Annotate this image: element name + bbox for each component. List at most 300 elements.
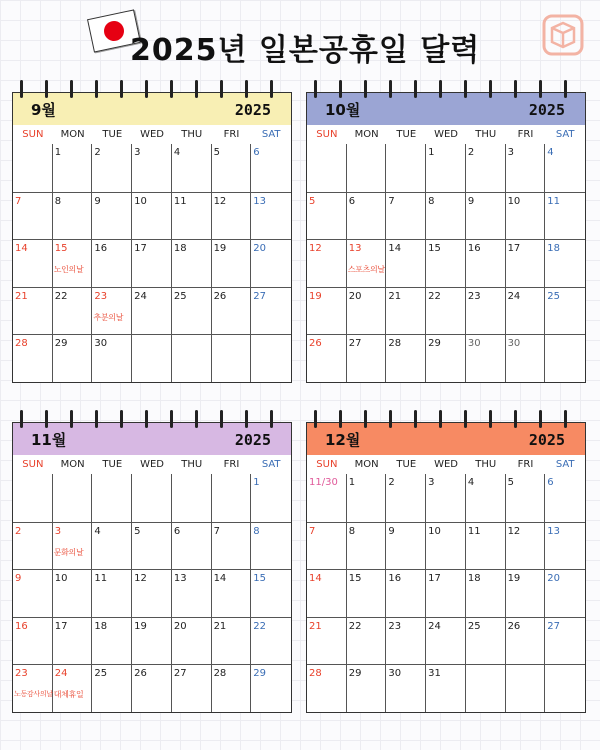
day-number: 30 [507, 338, 521, 350]
day-cell[interactable] [212, 334, 252, 382]
day-number: 7 [213, 525, 220, 537]
day-cell[interactable] [307, 144, 347, 192]
day-cell[interactable] [506, 569, 546, 617]
day-cell[interactable] [307, 239, 347, 287]
day-number: 10 [134, 195, 147, 207]
weekday-label: MON [354, 459, 379, 470]
day-number: 2 [94, 147, 101, 158]
day-cell[interactable] [53, 239, 93, 287]
calendar-grid [12, 144, 292, 383]
day-number: 10 [54, 573, 68, 585]
weekday-label: FRI [223, 129, 240, 140]
day-cell[interactable] [386, 617, 426, 665]
day-cell[interactable] [545, 192, 585, 240]
day-number: 16 [15, 620, 28, 632]
day-cell[interactable] [426, 522, 466, 570]
month-label: 12월 [325, 431, 361, 449]
day-cell[interactable] [386, 192, 426, 240]
weekday-label: WED [434, 129, 458, 140]
day-cell[interactable] [386, 569, 426, 617]
day-cell[interactable] [506, 334, 546, 382]
day-cell[interactable] [426, 287, 466, 335]
binder-ring [439, 410, 442, 428]
day-number: 27 [253, 290, 267, 302]
day-number: 19 [507, 573, 521, 585]
binder-ring [314, 80, 317, 98]
day-number: 2 [15, 525, 22, 537]
day-cell[interactable] [347, 522, 387, 570]
day-cell[interactable] [13, 664, 53, 712]
day-number: 12 [213, 195, 227, 207]
day-cell[interactable] [172, 522, 212, 570]
day-cell[interactable] [251, 474, 291, 522]
weekday-label: WED [140, 459, 164, 470]
day-cell[interactable] [13, 617, 53, 665]
binder-rings [12, 78, 292, 100]
day-number: 30 [94, 338, 108, 350]
day-number: 6 [547, 477, 554, 488]
weekday-label: SUN [22, 129, 44, 140]
day-cell[interactable] [426, 617, 466, 665]
day-number: 6 [348, 195, 356, 207]
weekday-label: SUN [316, 459, 338, 470]
day-cell[interactable] [347, 144, 387, 192]
weekday-label: TUE [396, 129, 417, 140]
day-number: 29 [348, 668, 362, 680]
day-cell[interactable] [132, 617, 172, 665]
binder-ring [95, 80, 98, 98]
day-cell[interactable] [172, 569, 212, 617]
day-cell[interactable] [212, 144, 252, 192]
day-cell[interactable] [307, 569, 347, 617]
day-cell[interactable] [251, 617, 291, 665]
calendar-october [306, 78, 586, 384]
day-number: 19 [134, 620, 147, 632]
day-cell[interactable] [53, 287, 93, 335]
day-number: 23 [467, 290, 481, 302]
day-number: 5 [134, 525, 141, 537]
day-number: 22 [54, 290, 68, 302]
day-cell[interactable] [53, 474, 93, 522]
day-cell[interactable] [426, 334, 466, 382]
day-cell[interactable] [92, 474, 132, 522]
day-cell[interactable] [172, 617, 212, 665]
day-cell[interactable] [386, 664, 426, 712]
day-number: 21 [309, 620, 322, 632]
day-cell[interactable] [172, 144, 212, 192]
weekday-label: MON [354, 129, 379, 140]
weekday-label: THU [475, 459, 497, 470]
binder-ring [270, 410, 273, 428]
binder-ring [464, 410, 467, 428]
binder-ring [70, 80, 73, 98]
month-label: 10월 [325, 101, 361, 119]
day-cell[interactable] [172, 287, 212, 335]
day-cell[interactable] [132, 287, 172, 335]
day-cell[interactable] [386, 334, 426, 382]
day-cell[interactable] [53, 617, 93, 665]
day-cell[interactable] [13, 239, 53, 287]
day-cell[interactable] [347, 664, 387, 712]
day-number: 28 [309, 668, 322, 680]
day-number: 27 [547, 620, 561, 632]
day-cell[interactable] [506, 287, 546, 335]
day-number: 18 [94, 620, 108, 632]
day-cell[interactable] [506, 192, 546, 240]
day-cell[interactable] [132, 664, 172, 712]
binder-ring [364, 80, 367, 98]
day-number: 29 [428, 338, 441, 350]
box-logo-icon [540, 12, 586, 58]
day-cell[interactable] [251, 334, 291, 382]
weekday-label: SAT [261, 129, 281, 140]
day-number: 10 [507, 195, 521, 207]
day-cell[interactable] [506, 239, 546, 287]
day-cell[interactable] [53, 144, 93, 192]
day-cell[interactable] [92, 144, 132, 192]
day-number: 13 [173, 573, 187, 585]
day-number: 20 [547, 573, 561, 585]
day-cell[interactable] [132, 569, 172, 617]
day-cell[interactable] [92, 569, 132, 617]
day-number: 8 [253, 525, 260, 537]
day-number: 22 [348, 620, 362, 632]
day-number: 29 [253, 668, 267, 680]
binder-ring [120, 80, 123, 98]
weekday-label: THU [181, 459, 203, 470]
weekday-header [306, 125, 586, 145]
day-cell[interactable] [466, 192, 506, 240]
day-cell[interactable] [307, 617, 347, 665]
day-cell[interactable] [92, 617, 132, 665]
day-cell[interactable] [426, 474, 466, 522]
day-cell[interactable] [92, 239, 132, 287]
day-number: 5 [507, 477, 514, 488]
day-number: 14 [15, 243, 28, 255]
day-cell[interactable] [466, 144, 506, 192]
day-number: 16 [94, 243, 108, 255]
day-number: 28 [15, 338, 28, 350]
day-cell[interactable] [347, 192, 387, 240]
day-cell[interactable] [545, 144, 585, 192]
weekday-label: TUE [102, 129, 123, 140]
day-cell[interactable] [466, 287, 506, 335]
day-number: 9 [15, 573, 22, 585]
day-cell[interactable] [307, 334, 347, 382]
day-cell[interactable] [92, 522, 132, 570]
day-number: 25 [467, 620, 481, 632]
binder-ring [45, 80, 48, 98]
day-cell[interactable] [92, 664, 132, 712]
day-cell[interactable] [307, 664, 347, 712]
day-cell[interactable] [307, 474, 347, 522]
day-number: 7 [15, 195, 22, 207]
day-cell[interactable] [212, 192, 252, 240]
day-cell[interactable] [212, 569, 252, 617]
day-number: 21 [213, 620, 227, 632]
binder-ring [339, 410, 342, 428]
calendar-november [12, 408, 292, 714]
day-number: 24 [134, 290, 147, 302]
day-cell[interactable] [545, 664, 585, 712]
day-cell[interactable] [132, 192, 172, 240]
day-cell[interactable] [386, 522, 426, 570]
day-cell[interactable] [132, 522, 172, 570]
day-cell[interactable] [347, 617, 387, 665]
day-number: 20 [348, 290, 362, 302]
weekday-header [12, 125, 292, 145]
day-cell[interactable] [386, 287, 426, 335]
binder-ring [270, 80, 273, 98]
binder-ring [95, 410, 98, 428]
binder-ring [220, 410, 223, 428]
day-cell[interactable] [172, 664, 212, 712]
day-number: 4 [467, 477, 475, 488]
day-number: 16 [388, 573, 402, 585]
day-number: 13 [253, 195, 267, 207]
month-label: 9월 [31, 101, 56, 119]
day-cell[interactable] [506, 664, 546, 712]
weekday-label: SAT [555, 459, 575, 470]
holiday-label: 노인의날 [53, 265, 84, 275]
day-cell[interactable] [132, 334, 172, 382]
day-cell[interactable] [466, 522, 506, 570]
day-cell[interactable] [212, 522, 252, 570]
day-number: 8 [348, 525, 356, 537]
day-number: 20 [253, 243, 267, 255]
day-cell[interactable] [347, 239, 387, 287]
day-cell[interactable] [307, 287, 347, 335]
day-cell[interactable] [251, 522, 291, 570]
day-number: 9 [467, 195, 475, 207]
day-cell[interactable] [307, 522, 347, 570]
day-cell[interactable] [13, 144, 53, 192]
binder-ring [389, 410, 392, 428]
weekday-label: THU [475, 129, 497, 140]
weekday-label: TUE [396, 459, 417, 470]
day-number: 28 [388, 338, 402, 350]
binder-ring [539, 410, 542, 428]
day-cell[interactable] [92, 287, 132, 335]
day-cell[interactable] [53, 569, 93, 617]
binder-ring [120, 410, 123, 428]
day-cell[interactable] [466, 334, 506, 382]
day-number: 29 [54, 338, 68, 350]
binder-ring [414, 80, 417, 98]
day-number: 13 [348, 243, 362, 255]
binder-ring [170, 80, 173, 98]
day-cell[interactable] [545, 617, 585, 665]
day-cell[interactable] [13, 522, 53, 570]
day-number: 14 [213, 573, 227, 585]
day-number: 30 [467, 338, 481, 350]
day-number: 15 [54, 243, 68, 255]
day-number: 17 [428, 573, 441, 585]
weekday-header [12, 455, 292, 475]
binder-ring [439, 80, 442, 98]
day-cell[interactable] [347, 334, 387, 382]
day-cell[interactable] [466, 664, 506, 712]
binder-ring [70, 410, 73, 428]
day-cell[interactable] [172, 239, 212, 287]
day-number: 5 [213, 147, 220, 158]
weekday-label: MON [60, 129, 85, 140]
binder-ring [20, 80, 23, 98]
year-label: 2025 [234, 431, 271, 449]
day-cell[interactable] [251, 287, 291, 335]
weekday-label: WED [434, 459, 458, 470]
holiday-label: 문화의날 [53, 547, 84, 557]
binder-ring [389, 80, 392, 98]
day-number: 25 [94, 668, 108, 680]
weekday-label: SAT [261, 459, 281, 470]
day-number: 6 [253, 147, 260, 158]
calendar-grid [12, 474, 292, 713]
day-number: 27 [173, 668, 187, 680]
day-cell[interactable] [545, 287, 585, 335]
day-cell[interactable] [347, 287, 387, 335]
day-cell[interactable] [53, 334, 93, 382]
day-cell[interactable] [386, 474, 426, 522]
day-number: 3 [54, 525, 62, 537]
day-cell[interactable] [53, 522, 93, 570]
day-cell[interactable] [545, 239, 585, 287]
day-cell[interactable] [466, 474, 506, 522]
day-cell[interactable] [426, 192, 466, 240]
binder-ring [564, 410, 567, 428]
day-number: 12 [134, 573, 147, 585]
day-number: 11/30 [309, 477, 338, 488]
day-cell[interactable] [132, 239, 172, 287]
day-cell[interactable] [545, 474, 585, 522]
day-number: 3 [134, 147, 141, 158]
day-number: 1 [54, 147, 62, 158]
day-cell[interactable] [172, 334, 212, 382]
day-number: 17 [507, 243, 521, 255]
day-cell[interactable] [251, 569, 291, 617]
day-number: 10 [428, 525, 441, 537]
day-cell[interactable] [426, 239, 466, 287]
binder-ring [514, 80, 517, 98]
day-cell[interactable] [545, 569, 585, 617]
binder-ring [220, 80, 223, 98]
day-cell[interactable] [212, 287, 252, 335]
day-cell[interactable] [53, 192, 93, 240]
day-number: 26 [213, 290, 227, 302]
day-cell[interactable] [212, 664, 252, 712]
day-number: 3 [428, 477, 435, 488]
day-cell[interactable] [53, 664, 93, 712]
binder-ring [489, 80, 492, 98]
year-label: 2025 [528, 431, 565, 449]
binder-ring [170, 410, 173, 428]
day-cell[interactable] [426, 144, 466, 192]
day-cell[interactable] [251, 664, 291, 712]
day-cell[interactable] [506, 474, 546, 522]
day-cell[interactable] [92, 192, 132, 240]
day-cell[interactable] [347, 569, 387, 617]
holiday-label: 대체휴일 [53, 690, 84, 700]
weekday-label: FRI [517, 129, 534, 140]
day-cell[interactable] [13, 192, 53, 240]
weekday-label: MON [60, 459, 85, 470]
day-cell[interactable] [386, 239, 426, 287]
day-number: 23 [94, 290, 108, 302]
day-number: 15 [428, 243, 441, 255]
day-number: 26 [309, 338, 322, 350]
day-number: 27 [348, 338, 362, 350]
day-cell[interactable] [251, 239, 291, 287]
day-cell[interactable] [92, 334, 132, 382]
day-number: 31 [428, 668, 441, 680]
calendar-september [12, 78, 292, 384]
day-number: 1 [253, 477, 260, 488]
day-cell[interactable] [251, 192, 291, 240]
day-cell[interactable] [251, 144, 291, 192]
day-cell[interactable] [132, 474, 172, 522]
day-cell[interactable] [13, 334, 53, 382]
day-cell[interactable] [545, 334, 585, 382]
day-cell[interactable] [347, 474, 387, 522]
day-number: 18 [547, 243, 561, 255]
day-cell[interactable] [545, 522, 585, 570]
day-cell[interactable] [172, 474, 212, 522]
day-cell[interactable] [386, 144, 426, 192]
binder-ring [145, 80, 148, 98]
day-number: 13 [547, 525, 561, 537]
day-number: 22 [428, 290, 441, 302]
day-cell[interactable] [466, 569, 506, 617]
day-number: 25 [173, 290, 187, 302]
day-number: 14 [388, 243, 402, 255]
day-number: 24 [54, 668, 68, 680]
binder-rings [306, 408, 586, 430]
day-number: 24 [428, 620, 441, 632]
day-cell[interactable] [426, 664, 466, 712]
day-number: 12 [309, 243, 322, 255]
binder-ring [364, 410, 367, 428]
day-cell[interactable] [212, 239, 252, 287]
day-cell[interactable] [13, 287, 53, 335]
year-label: 2025 [234, 101, 271, 119]
day-cell[interactable] [506, 522, 546, 570]
day-number: 11 [94, 573, 108, 585]
month-label: 11월 [31, 431, 67, 449]
binder-ring [414, 410, 417, 428]
day-number: 25 [547, 290, 561, 302]
day-cell[interactable] [426, 569, 466, 617]
day-cell[interactable] [212, 474, 252, 522]
day-cell[interactable] [132, 144, 172, 192]
day-cell[interactable] [506, 144, 546, 192]
day-number: 17 [134, 243, 147, 255]
day-number: 18 [173, 243, 187, 255]
day-number: 6 [173, 525, 181, 537]
day-cell[interactable] [466, 617, 506, 665]
day-cell[interactable] [506, 617, 546, 665]
weekday-header [306, 455, 586, 475]
day-cell[interactable] [13, 569, 53, 617]
day-cell[interactable] [212, 617, 252, 665]
day-cell[interactable] [172, 192, 212, 240]
day-cell[interactable] [466, 239, 506, 287]
weekday-label: SUN [316, 129, 338, 140]
day-cell[interactable] [307, 192, 347, 240]
binder-ring [145, 410, 148, 428]
day-cell[interactable] [13, 474, 53, 522]
binder-ring [514, 410, 517, 428]
day-number: 15 [253, 573, 267, 585]
